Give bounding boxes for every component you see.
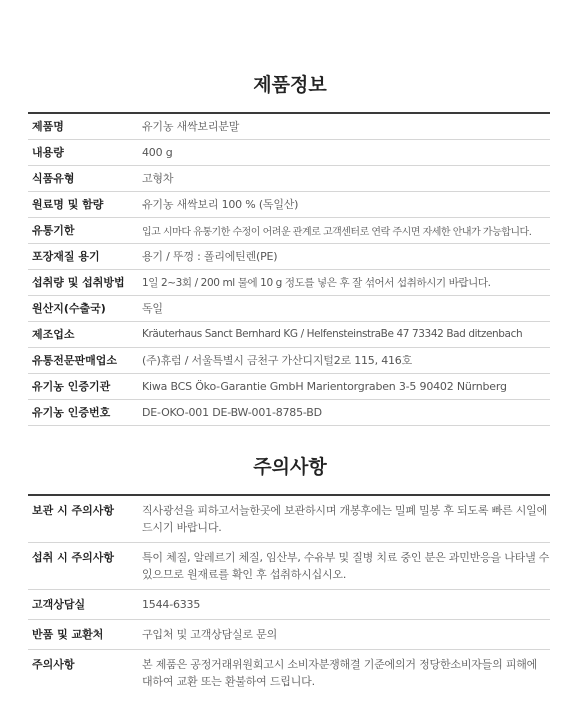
row-value: 1일 2~3회 / 200 ml 물에 10 g 정도를 넣은 후 잘 섞어서 섭취하시기 바랍니다. — [142, 269, 550, 295]
row-label: 유기농 인증번호 — [28, 399, 142, 425]
row-label: 유통기한 — [28, 217, 142, 243]
row-value: 직사광선을 피하고서늘한곳에 보관하시며 개봉후에는 밀폐 밀봉 후 되도록 빠른 시일에 드시기 바랍니다. — [142, 495, 550, 543]
row-value: 본 제품은 공정거래위원회고시 소비자분쟁해결 기준에의거 정당한소비자들의 피해에 대하여 교환 또는 환불하여 드립니다. — [142, 658, 538, 688]
table-row — [28, 650, 550, 697]
row-label: 반품 및 교환처 — [28, 620, 142, 650]
row-value: 유기농 새싹보리 100 % (독일산) — [142, 191, 550, 217]
row-value: 400 g — [142, 139, 550, 165]
row-value: (주)휴럼 / 서울특별시 금천구 가산디지털2로 115, 416호 — [142, 347, 550, 373]
row-label: 제조업소 — [28, 321, 142, 347]
row-label: 고객상담실 — [28, 590, 142, 620]
row-value: 입고 시마다 유통기한 수정이 어려운 관계로 고객센터로 연락 주시면 자세한 안내가 가능합니다. — [142, 217, 550, 243]
row-label: 원산지(수출국) — [28, 295, 142, 321]
row-label: 유통전문판매업소 — [28, 347, 142, 373]
table-row — [28, 543, 550, 590]
row-value: 독일 — [142, 295, 550, 321]
row-label: 주의사항 — [32, 658, 75, 671]
row-value: DE-OKO-001 DE-BW-001-8785-BD — [142, 399, 550, 425]
row-value: 유기농 새싹보리분말 — [142, 113, 550, 139]
table-row — [28, 191, 550, 217]
table-row — [28, 399, 550, 425]
table-row — [28, 217, 550, 243]
table-row — [28, 165, 550, 191]
row-value: Kiwa BCS Öko-Garantie GmbH Marientorgraben 3-5 90402 Nürnberg — [142, 373, 550, 399]
table-row — [28, 620, 550, 650]
row-label: 유기농 인증기관 — [28, 373, 142, 399]
table-row — [28, 373, 550, 399]
row-label: 보관 시 주의사항 — [28, 495, 142, 543]
row-label: 식품유형 — [28, 165, 142, 191]
table-row — [28, 139, 550, 165]
product-info-table — [28, 112, 550, 426]
row-value: 용기 / 뚜껑 : 폴리에틴렌(PE) — [142, 243, 550, 269]
table-row — [28, 113, 550, 139]
product-info-title: 제품정보 — [253, 74, 327, 96]
row-value: Kräuterhaus Sanct Bernhard KG / HelfensteinstraBe 47 73342 Bad ditzenbach — [142, 321, 550, 347]
row-label: 포장재질 용기 — [28, 243, 142, 269]
table-row — [28, 347, 550, 373]
row-label: 내용량 — [28, 139, 142, 165]
row-value: 1544-6335 — [142, 590, 550, 620]
row-label: 원료명 및 함량 — [28, 191, 142, 217]
row-label: 섭취량 및 섭취방법 — [28, 269, 142, 295]
row-value: 고형차 — [142, 165, 550, 191]
precautions-table — [28, 494, 550, 696]
row-value: 구입처 및 고객상담실로 문의 — [142, 620, 550, 650]
table-row — [28, 590, 550, 620]
table-row — [28, 269, 550, 295]
row-value: 특이 체질, 알레르기 체질, 임산부, 수유부 및 질병 치료 중인 분은 과민반응을 나타낼 수 있으므로 원재료를 확인 후 섭취하시십시오. — [142, 543, 550, 590]
table-row — [28, 295, 550, 321]
table-row — [28, 495, 550, 543]
table-row — [28, 321, 550, 347]
table-row — [28, 243, 550, 269]
precautions-title: 주의사항 — [253, 456, 327, 478]
row-label: 제품명 — [28, 113, 142, 139]
row-label: 섭취 시 주의사항 — [28, 543, 142, 590]
